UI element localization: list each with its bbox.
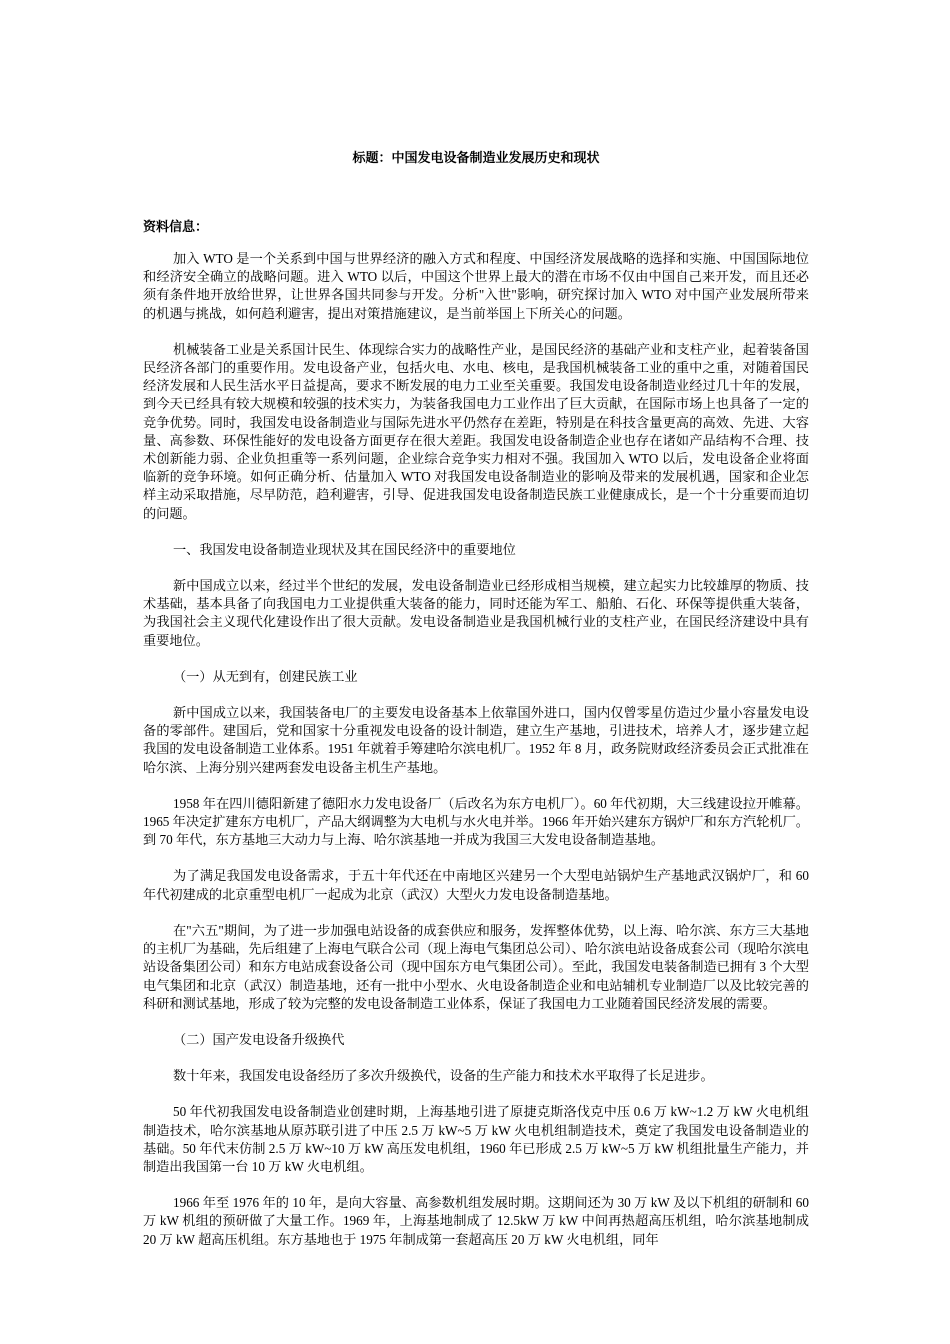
section-heading-1: 一、我国发电设备制造业现状及其在国民经济中的重要地位 (173, 541, 516, 557)
paragraph-founding: 新中国成立以来，我国装备电厂的主要发电设备基本上依靠国外进口，国内仅曾零星仿造过少量小容量发电设备的零部件。建国后，党和国家十分重视发电设备的设计制造，建立生产基地，引进技术，培养人才，逐步建立起我国的发电设备制造工业体系。1951 年就着手筹建哈尔滨电机厂。1952 年 8 月，政务院财政经济委员会正式批准在哈尔滨、上海分别兴建两套发电设备主机生产基地。 (143, 705, 809, 775)
document-title: 标题：中国发电设备制造业发展历史和现状 (352, 151, 600, 166)
paragraph-sixth-five-year: 在"六五"期间，为了进一步加强电站设备的成套供应和服务，发挥整体优势，以上海、哈尔滨、东方三大基地的主机厂为基础，先后组建了上海电气联合公司（现上海电气集团总公司）、哈尔滨电站设备成套公司（现哈尔滨电站设备集团公司）和东方电站成套设备公司（现中国东方电气集团公司）。至此，我国发电装备制造已拥有 3 个大型电气集团和北京（武汉）制造基地，还有一批中小型水、火电设备制造企业和电站辅机专业制造厂以及比较完善的科研和测试基地，形成了较为完整的发电设备制造工业体系，保证了我国电力工业随着国民经济发展的需要。 (143, 922, 809, 1011)
paragraph-machinery-industry: 机械装备工业是关系国计民生、体现综合实力的战略性产业，是国民经济的基础产业和支柱产业，起着装备国民经济各部门的重要作用。发电设备产业，包括火电、水电、核电，是我国机械装备工业的重中之重，对随着国民经济发展和人民生活水平日益提高，要求不断发展的电力工业至关重要。我国发电设备制造业经过几十年的发展，到今天已经具有较大规模和较强的技术实力，为装备我国电力工业作出了巨大贡献，在国际市场上也具备了一定的竞争优势。同时，我国发电设备制造业与国际先进水平仍然存在差距，特别是在科技含量更高的高效、先进、大容量、高参数、环保性能好的发电设备方面更存在很大差距。我国发电设备制造企业也存在诸如产品结构不合理、技术创新能力弱、企业负担重等一系列问题，企业综合竞争实力相对不强。我国加入 WTO 以后，发电设备企业将面临新的竞争环境。如何正确分析、估量加入 WTO 对我国发电设备制造业的影响及带来的发展机遇，国家和企业怎样主动采取措施，尽早防范，趋利避害，引导、促进我国发电设备制造民族工业健康成长，是一个十分重要而迫切的问题。 (143, 341, 809, 521)
subsection-heading-2: （二）国产发电设备升级换代 (173, 1031, 345, 1047)
paragraph-section1-overview: 新中国成立以来，经过半个世纪的发展，发电设备制造业已经形成相当规模，建立起实力比较雄厚的物质、技术基础，基本具备了向我国电力工业提供重大装备的能力，同时还能为军工、船舶、石化、环保等提供重大装备，为我国社会主义现代化建设作出了很大贡献。发电设备制造业是我国机械行业的支柱产业，在国民经济建设中具有重要地位。 (143, 578, 809, 648)
info-label: 资料信息： (143, 220, 209, 235)
subsection-heading-1: （一）从无到有，创建民族工业 (173, 668, 358, 684)
paragraph-1966-1976: 1966 年至 1976 年的 10 年，是向大容量、高参数机组发展时期。这期间还为 30 万 kW 及以下机组的研制和 60 万 kW 机组的预研做了大量工作。1969 年，上海基地制成了 12.5kW 万 kW 中间再热超高压机组，哈尔滨基地制成 20 万 kW 超高压机组。东方基地也于 1975 年制成第一套超高压 20 万 kW 火电机组，同年 (143, 1195, 809, 1247)
paragraph-1950s: 50 年代初我国发电设备制造业创建时期，上海基地引进了原捷克斯洛伐克中压 0.6 万 kW~1.2 万 kW 火电机组制造技术，哈尔滨基地从原苏联引进了中压 2.5 万 kW~5 万 kW 火电机组制造技术，奠定了我国发电设备制造业的基础。50 年代末仿制 2.5 万 kW~10 万 kW 高压发电机组，1960 年已形成 2.5 万 kW~5 万 kW 机组批量生产能力，并制造出我国第一台 10 万 kW 火电机组。 (143, 1104, 809, 1174)
paragraph-dongfang-base: 1958 年在四川德阳新建了德阳水力发电设备厂（后改名为东方电机厂）。60 年代初期，大三线建设拉开帷幕。1965 年决定扩建东方电机厂，产品大纲调整为大电机与水火电并举。1966 年开始兴建东方锅炉厂和东方汽轮机厂。到 70 年代，东方基地三大动力与上海、哈尔滨基地一并成为我国三大发电设备制造基地。 (143, 795, 809, 848)
paragraph-upgrades-intro: 数十年来，我国发电设备经历了多次升级换代，设备的生产能力和技术水平取得了长足进步。 (173, 1068, 714, 1084)
document-body (143, 250, 809, 1267)
paragraph-wuhan-beijing: 为了满足我国发电设备需求，于五十年代还在中南地区兴建另一个大型电站锅炉生产基地武汉锅炉厂，和 60 年代初建成的北京重型电机厂一起成为北京（武汉）大型火力发电设备制造基地。 (143, 868, 809, 902)
paragraph-wto-intro: 加入 WTO 是一个关系到中国与世界经济的融入方式和程度、中国经济发展战略的选择和实施、中国国际地位和经济安全确立的战略问题。进入 WTO 以后，中国这个世界上最大的潜在市场不仅由中国自己来开发，而且还必须有条件地开放给世界，让世界各国共同参与开发。分析"入世"影响，研究探讨加入 WTO 对中国产业发展所带来的机遇与挑战，如何趋利避害，提出对策措施建议，是当前举国上下所关心的问题。 (143, 251, 809, 321)
